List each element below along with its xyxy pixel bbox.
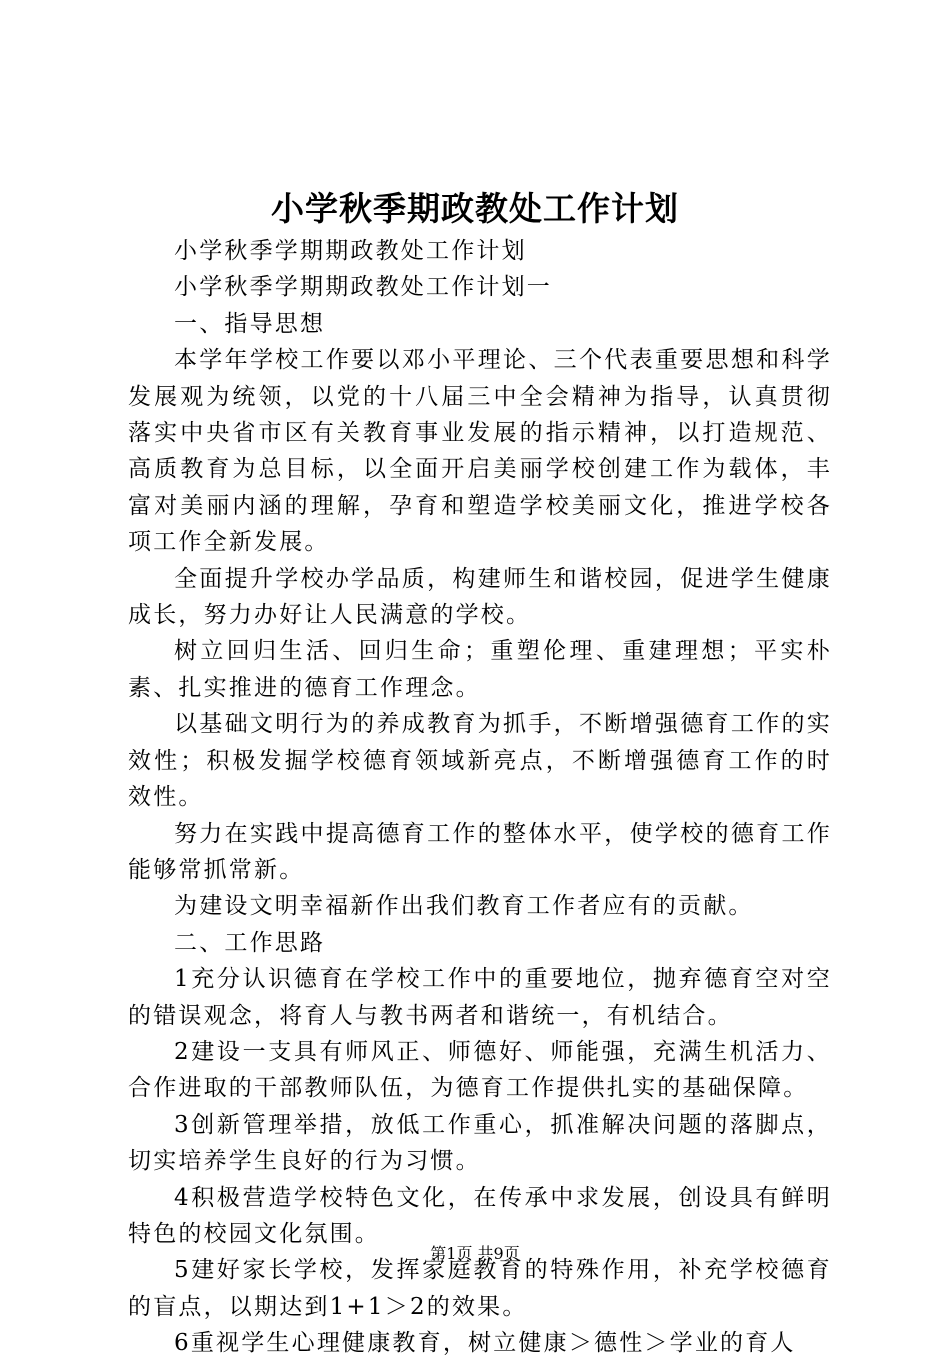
paragraph: 3创新管理举措，放低工作重心，抓准解决问题的落脚点，切实培养学生良好的行为习惯。: [128, 1111, 832, 1175]
paragraph: 树立回归生活、回归生命；重塑伦理、重建理想；平实朴素、扎实推进的德育工作理念。: [128, 638, 832, 701]
paragraph: 4积极营造学校特色文化，在传承中求发展，创设具有鲜明特色的校园文化氛围。: [128, 1184, 832, 1247]
section-heading: 一、指导思想: [174, 310, 326, 337]
paragraph: 小学秋季学期期政教处工作计划一: [174, 274, 552, 301]
section-heading: 二、工作思路: [174, 929, 326, 956]
paragraph: 6重视学生心理健康教育，树立健康＞德性＞学业的育人: [174, 1330, 796, 1357]
paragraph: 以基础文明行为的养成教育为抓手，不断增强德育工作的实效性；积极发掘学校德育领域新亮点，不断增强德育工作的时效性。: [128, 711, 832, 811]
paragraph: 2建设一支具有师风正、师德好、师能强，充满生机活力、合作进取的干部教师队伍，为德育工作提供扎实的基础保障。: [128, 1038, 832, 1102]
document-title: 小学秋季期政教处工作计划: [271, 189, 679, 228]
page-number: 第1页 共9页: [430, 1244, 520, 1263]
paragraph: 为建设文明幸福新作出我们教育工作者应有的贡献。: [174, 893, 754, 920]
paragraph: 努力在实践中提高德育工作的整体水平，使学校的德育工作能够常抓常新。: [128, 820, 832, 883]
paragraph: 本学年学校工作要以邓小平理论、三个代表重要思想和科学发展观为统领，以党的十八届三中全会精神为指导，认真贯彻落实中央省市区有关教育事业发展的指示精神，以打造规范、高质教育为总目标，以全面开启美丽学校创建工作为载体，丰富对美丽内涵的理解，孕育和塑造学校美丽文化，推进学校各项工作全新发展。: [128, 347, 832, 556]
paragraph: 全面提升学校办学品质，构建师生和谐校园，促进学生健康成长，努力办好让人民满意的学校。: [128, 565, 832, 629]
document-body: [128, 233, 832, 1362]
paragraph: 5建好家长学校，发挥家庭教育的特殊作用，补充学校德育的盲点，以期达到1+1＞2的效果。: [128, 1257, 832, 1320]
paragraph: 1充分认识德育在学校工作中的重要地位，抛弃德育空对空的错误观念，将育人与教书两者和谐统一，有机结合。: [128, 966, 832, 1029]
paragraph: 小学秋季学期期政教处工作计划: [174, 238, 527, 264]
